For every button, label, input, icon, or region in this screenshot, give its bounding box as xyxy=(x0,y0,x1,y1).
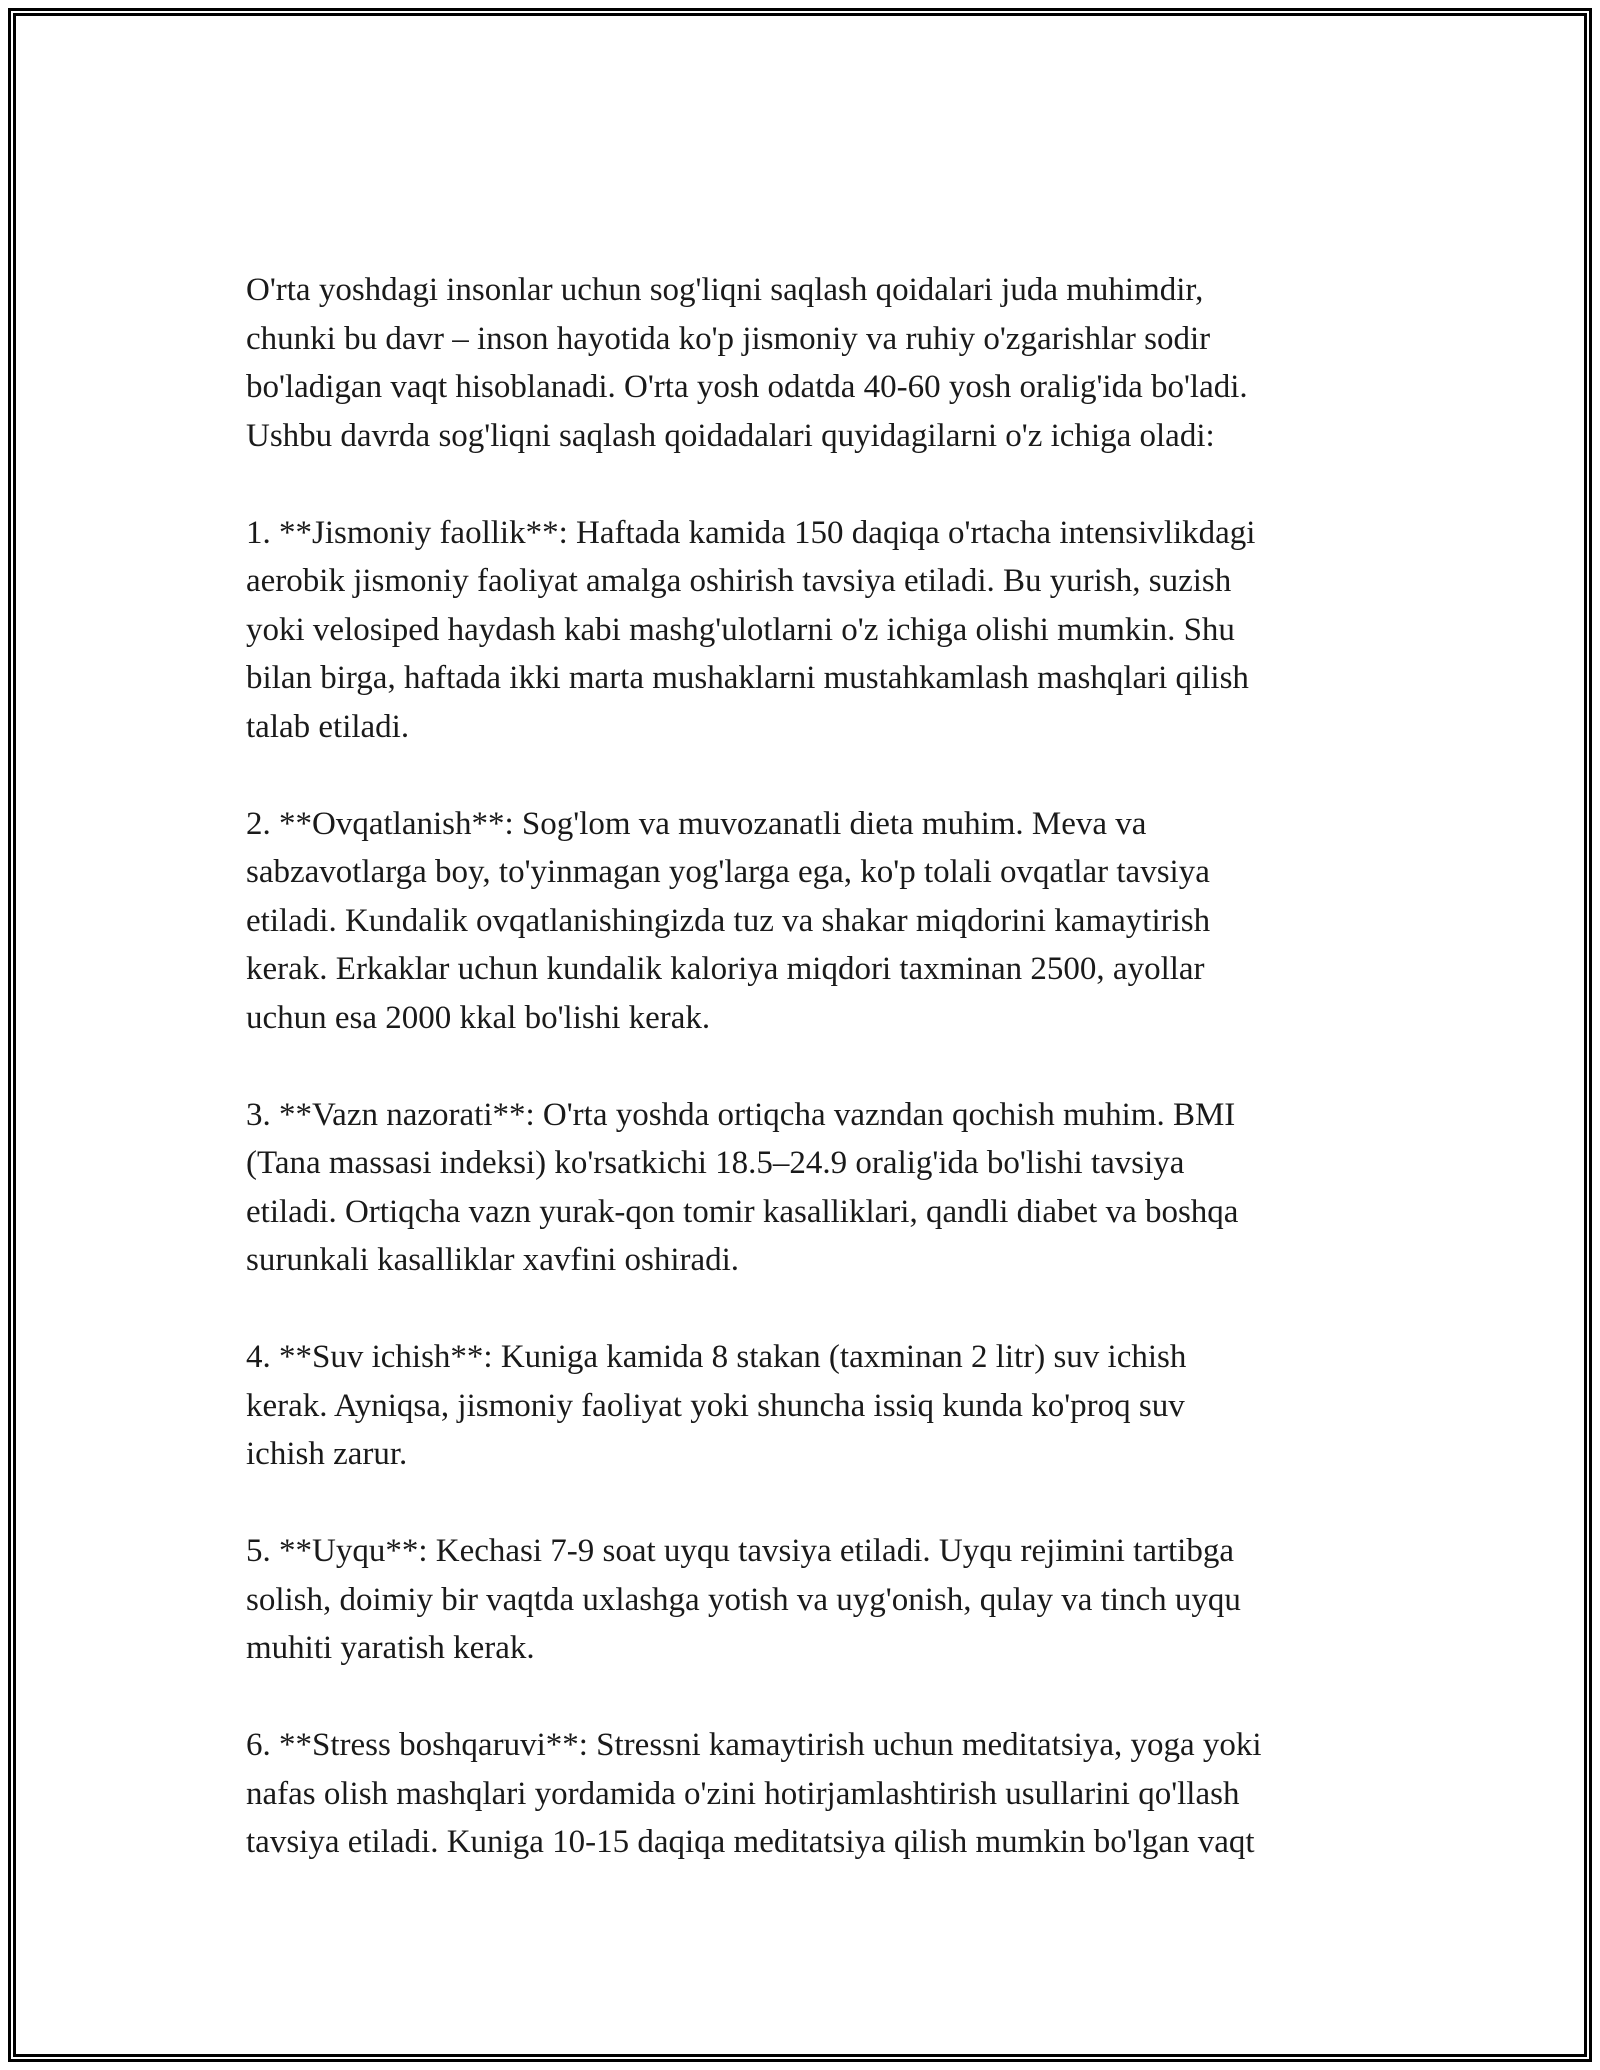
text-line: chunki bu davr – inson hayotida ko'p jismoniy va ruhiy o'zgarishlar sodir xyxy=(246,320,1211,357)
intro-paragraph xyxy=(246,266,1426,460)
text-line: (Tana massasi indeksi) ko'rsatkichi 18.5–24.9 oralig'ida bo'lishi tavsiya xyxy=(246,1145,1185,1181)
item-paragraph-physical-activity xyxy=(246,509,1426,752)
text-line: sabzavotlarga boy, to'yinmagan yog'larga ega, ko'p tolali ovqatlar tavsiya xyxy=(246,854,1210,890)
text-line: 3. **Vazn nazorati**: O'rta yoshda ortiqcha vazndan qochish muhim. BMI xyxy=(246,1096,1236,1133)
text-line: 6. **Stress boshqaruvi**: Stressni kamaytirish uchun meditatsiya, yoga yoki xyxy=(246,1727,1262,1763)
text-line: 5. **Uyqu**: Kechasi 7-9 soat uyqu tavsiya etiladi. Uyqu rejimini tartibga xyxy=(246,1533,1234,1569)
item-paragraph-water xyxy=(246,1333,1426,1479)
text-line: tavsiya etiladi. Kuniga 10-15 daqiqa meditatsiya qilish mumkin bo'lgan vaqt xyxy=(246,1824,1255,1860)
text-line: talab etiladi. xyxy=(246,708,410,745)
document-body xyxy=(246,266,1426,1867)
text-line: kerak. Ayniqsa, jismoniy faoliyat yoki shuncha issiq kunda ko'proq suv xyxy=(246,1387,1185,1424)
text-line: bilan birga, haftada ikki marta mushaklarni mustahkamlash mashqlari qilish xyxy=(246,660,1249,696)
text-line: kerak. Erkaklar uchun kundalik kaloriya miqdori taxminan 2500, ayollar xyxy=(246,951,1205,987)
text-line: O'rta yoshdagi insonlar uchun sog'liqni saqlash qoidalari juda muhimdir, xyxy=(246,272,1204,308)
text-line: surunkali kasalliklar xavfini oshiradi. xyxy=(246,1242,740,1278)
text-line: ichish zarur. xyxy=(246,1436,408,1472)
text-line: aerobik jismoniy faoliyat amalga oshirish tavsiya etiladi. Bu yurish, suzish xyxy=(246,563,1232,599)
item-paragraph-nutrition xyxy=(246,800,1426,1043)
text-line: muhiti yaratish kerak. xyxy=(246,1630,535,1666)
text-line: 1. **Jismoniy faollik**: Haftada kamida 150 daqiqa o'rtacha intensivlikdagi xyxy=(246,514,1256,551)
text-line: yoki velosiped haydash kabi mashg'ulotlarni o'z ichiga olishi mumkin. Shu xyxy=(246,611,1235,648)
item-paragraph-sleep xyxy=(246,1527,1426,1673)
text-line: 4. **Suv ichish**: Kuniga kamida 8 stakan (taxminan 2 litr) suv ichish xyxy=(246,1339,1187,1375)
item-paragraph-weight-control xyxy=(246,1091,1426,1285)
text-line: etiladi. Kundalik ovqatlanishingizda tuz va shakar miqdorini kamaytirish xyxy=(246,902,1211,939)
page-border xyxy=(8,8,1592,2062)
text-line: nafas olish mashqlari yordamida o'zini hotirjamlashtirish usullarini qo'llash xyxy=(246,1775,1240,1812)
text-line: uchun esa 2000 kkal bo'lishi kerak. xyxy=(246,999,711,1036)
text-line: bo'ladigan vaqt hisoblanadi. O'rta yosh odatda 40-60 yosh oralig'ida bo'ladi. xyxy=(246,369,1248,405)
text-line: Ushbu davrda sog'liqni saqlash qoidadalari quyidagilarni o'z ichiga oladi: xyxy=(246,417,1215,454)
text-line: 2. **Ovqatlanish**: Sog'lom va muvozanatli dieta muhim. Meva va xyxy=(246,805,1147,842)
text-line: solish, doimiy bir vaqtda uxlashga yotish va uyg'onish, qulay va tinch uyqu xyxy=(246,1581,1241,1618)
text-line: etiladi. Ortiqcha vazn yurak-qon tomir kasalliklari, qandli diabet va boshqa xyxy=(246,1193,1239,1230)
item-paragraph-stress xyxy=(246,1721,1426,1867)
